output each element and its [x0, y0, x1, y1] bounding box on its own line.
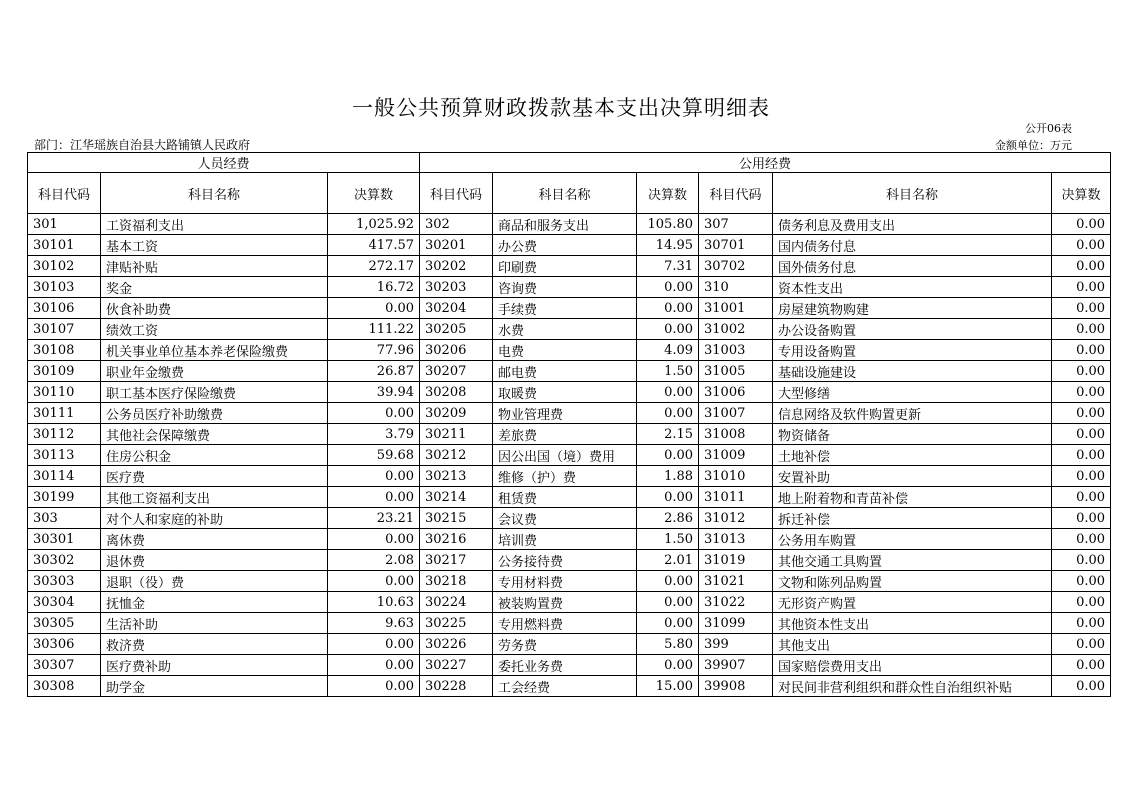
cell-code-1: 30306 [28, 634, 101, 655]
cell-name-3: 拆迁补偿 [773, 508, 1052, 529]
cell-amount-3: 0.00 [1052, 361, 1111, 382]
cell-code-2: 30206 [420, 340, 493, 361]
col-code-1: 科目代码 [28, 173, 101, 214]
cell-code-1: 30109 [28, 361, 101, 382]
cell-amount-2: 0.00 [637, 319, 699, 340]
cell-code-2: 30212 [420, 445, 493, 466]
cell-name-3: 国内债务付息 [773, 235, 1052, 256]
cell-code-1: 30112 [28, 424, 101, 445]
cell-code-2: 302 [420, 214, 493, 235]
cell-code-2: 30224 [420, 592, 493, 613]
cell-amount-3: 0.00 [1052, 466, 1111, 487]
cell-code-1: 30113 [28, 445, 101, 466]
cell-code-3: 31002 [699, 319, 773, 340]
table-row [28, 424, 1111, 445]
cell-code-2: 30202 [420, 256, 493, 277]
cell-name-1: 职业年金缴费 [101, 361, 328, 382]
cell-amount-3: 0.00 [1052, 256, 1111, 277]
cell-amount-1: 0.00 [328, 403, 420, 424]
cell-amount-2: 0.00 [637, 592, 699, 613]
cell-code-1: 30301 [28, 529, 101, 550]
cell-name-3: 其他支出 [773, 634, 1052, 655]
cell-name-1: 抚恤金 [101, 592, 328, 613]
cell-code-1: 30308 [28, 676, 101, 697]
cell-code-1: 30101 [28, 235, 101, 256]
cell-amount-3: 0.00 [1052, 298, 1111, 319]
table-row [28, 487, 1111, 508]
cell-name-3: 土地补偿 [773, 445, 1052, 466]
cell-amount-3: 0.00 [1052, 571, 1111, 592]
cell-code-3: 31006 [699, 382, 773, 403]
cell-code-1: 30307 [28, 655, 101, 676]
table-row [28, 550, 1111, 571]
cell-name-3: 信息网络及软件购置更新 [773, 403, 1052, 424]
cell-code-2: 30203 [420, 277, 493, 298]
cell-code-3: 307 [699, 214, 773, 235]
cell-code-2: 30214 [420, 487, 493, 508]
cell-name-2: 维修（护）费 [493, 466, 637, 487]
cell-name-2: 差旅费 [493, 424, 637, 445]
cell-name-2: 印刷费 [493, 256, 637, 277]
group-header-row [28, 153, 1111, 173]
cell-name-1: 医疗费 [101, 466, 328, 487]
cell-code-1: 30110 [28, 382, 101, 403]
cell-name-2: 委托业务费 [493, 655, 637, 676]
cell-code-2: 30211 [420, 424, 493, 445]
cell-name-1: 对个人和家庭的补助 [101, 508, 328, 529]
cell-name-1: 津贴补贴 [101, 256, 328, 277]
cell-name-1: 职工基本医疗保险缴费 [101, 382, 328, 403]
cell-name-2: 会议费 [493, 508, 637, 529]
table-row [28, 235, 1111, 256]
cell-amount-1: 0.00 [328, 466, 420, 487]
table-body [28, 214, 1111, 697]
cell-name-2: 邮电费 [493, 361, 637, 382]
cell-code-1: 30103 [28, 277, 101, 298]
table-row [28, 466, 1111, 487]
cell-name-1: 退职（役）费 [101, 571, 328, 592]
cell-amount-2: 0.00 [637, 571, 699, 592]
cell-code-1: 30114 [28, 466, 101, 487]
cell-amount-2: 14.95 [637, 235, 699, 256]
cell-code-3: 31005 [699, 361, 773, 382]
cell-code-3: 399 [699, 634, 773, 655]
cell-amount-1: 77.96 [328, 340, 420, 361]
cell-name-3: 办公设备购置 [773, 319, 1052, 340]
cell-name-2: 租赁费 [493, 487, 637, 508]
cell-name-2: 培训费 [493, 529, 637, 550]
cell-name-2: 办公费 [493, 235, 637, 256]
table-row [28, 277, 1111, 298]
cell-amount-3: 0.00 [1052, 634, 1111, 655]
department-label: 部门：江华瑶族自治县大路铺镇人民政府 [34, 138, 251, 152]
table-row [28, 529, 1111, 550]
table-row [28, 403, 1111, 424]
cell-name-3: 基础设施建设 [773, 361, 1052, 382]
cell-code-2: 30225 [420, 613, 493, 634]
cell-name-2: 取暖费 [493, 382, 637, 403]
cell-code-1: 30304 [28, 592, 101, 613]
cell-amount-1: 9.63 [328, 613, 420, 634]
cell-amount-3: 0.00 [1052, 487, 1111, 508]
col-code-2: 科目代码 [420, 173, 493, 214]
cell-amount-3: 0.00 [1052, 508, 1111, 529]
cell-name-1: 公务员医疗补助缴费 [101, 403, 328, 424]
cell-amount-1: 16.72 [328, 277, 420, 298]
cell-amount-2: 0.00 [637, 487, 699, 508]
group-public: 公用经费 [420, 153, 1111, 173]
cell-amount-3: 0.00 [1052, 655, 1111, 676]
cell-code-2: 30208 [420, 382, 493, 403]
cell-code-3: 30702 [699, 256, 773, 277]
cell-code-1: 30106 [28, 298, 101, 319]
cell-amount-3: 0.00 [1052, 445, 1111, 466]
cell-amount-2: 5.80 [637, 634, 699, 655]
cell-amount-1: 39.94 [328, 382, 420, 403]
cell-amount-2: 105.80 [637, 214, 699, 235]
cell-name-1: 其他社会保障缴费 [101, 424, 328, 445]
cell-code-2: 30209 [420, 403, 493, 424]
col-amount-2: 决算数 [637, 173, 699, 214]
cell-code-3: 31013 [699, 529, 773, 550]
col-name-2: 科目名称 [493, 173, 637, 214]
cell-code-1: 30305 [28, 613, 101, 634]
cell-amount-1: 0.00 [328, 676, 420, 697]
cell-amount-3: 0.00 [1052, 550, 1111, 571]
col-amount-3: 决算数 [1052, 173, 1111, 214]
cell-amount-3: 0.00 [1052, 277, 1111, 298]
cell-name-2: 专用燃料费 [493, 613, 637, 634]
cell-name-1: 奖金 [101, 277, 328, 298]
cell-name-2: 咨询费 [493, 277, 637, 298]
cell-amount-3: 0.00 [1052, 613, 1111, 634]
cell-amount-1: 0.00 [328, 634, 420, 655]
cell-amount-2: 0.00 [637, 655, 699, 676]
cell-code-3: 39907 [699, 655, 773, 676]
cell-amount-2: 0.00 [637, 613, 699, 634]
cell-name-1: 工资福利支出 [101, 214, 328, 235]
form-number: 公开06表 [1025, 122, 1072, 135]
amount-unit-label: 金额单位：万元 [995, 139, 1072, 152]
cell-amount-2: 0.00 [637, 403, 699, 424]
cell-name-2: 被装购置费 [493, 592, 637, 613]
cell-amount-1: 26.87 [328, 361, 420, 382]
cell-code-3: 31010 [699, 466, 773, 487]
cell-code-2: 30216 [420, 529, 493, 550]
table-row [28, 613, 1111, 634]
cell-amount-3: 0.00 [1052, 235, 1111, 256]
cell-code-2: 30218 [420, 571, 493, 592]
cell-name-3: 物资储备 [773, 424, 1052, 445]
cell-amount-1: 0.00 [328, 529, 420, 550]
cell-amount-3: 0.00 [1052, 676, 1111, 697]
cell-code-2: 30205 [420, 319, 493, 340]
cell-amount-2: 1.50 [637, 361, 699, 382]
cell-code-3: 31011 [699, 487, 773, 508]
cell-amount-1: 0.00 [328, 571, 420, 592]
cell-name-1: 基本工资 [101, 235, 328, 256]
cell-name-3: 专用设备购置 [773, 340, 1052, 361]
cell-name-3: 大型修缮 [773, 382, 1052, 403]
cell-amount-1: 0.00 [328, 655, 420, 676]
table-row [28, 361, 1111, 382]
cell-amount-2: 2.86 [637, 508, 699, 529]
cell-amount-2: 1.88 [637, 466, 699, 487]
table-row [28, 634, 1111, 655]
cell-name-1: 伙食补助费 [101, 298, 328, 319]
cell-code-2: 30226 [420, 634, 493, 655]
cell-name-2: 专用材料费 [493, 571, 637, 592]
table-row [28, 214, 1111, 235]
cell-code-1: 303 [28, 508, 101, 529]
col-code-3: 科目代码 [699, 173, 773, 214]
group-personnel: 人员经费 [28, 153, 420, 173]
cell-name-2: 劳务费 [493, 634, 637, 655]
cell-name-1: 医疗费补助 [101, 655, 328, 676]
cell-code-3: 31001 [699, 298, 773, 319]
table-row [28, 676, 1111, 697]
cell-name-1: 住房公积金 [101, 445, 328, 466]
page-title: 一般公共预算财政拨款基本支出决算明细表 [352, 96, 770, 120]
cell-code-2: 30215 [420, 508, 493, 529]
cell-code-1: 30302 [28, 550, 101, 571]
cell-name-3: 文物和陈列品购置 [773, 571, 1052, 592]
table-row [28, 592, 1111, 613]
cell-code-3: 310 [699, 277, 773, 298]
cell-code-3: 31003 [699, 340, 773, 361]
cell-name-2: 物业管理费 [493, 403, 637, 424]
table-row [28, 256, 1111, 277]
cell-name-1: 助学金 [101, 676, 328, 697]
cell-amount-2: 2.01 [637, 550, 699, 571]
cell-amount-1: 2.08 [328, 550, 420, 571]
col-amount-1: 决算数 [328, 173, 420, 214]
cell-code-2: 30228 [420, 676, 493, 697]
cell-code-1: 30303 [28, 571, 101, 592]
cell-amount-2: 7.31 [637, 256, 699, 277]
table-row [28, 319, 1111, 340]
table-row [28, 571, 1111, 592]
cell-amount-2: 15.00 [637, 676, 699, 697]
cell-code-1: 30111 [28, 403, 101, 424]
cell-amount-2: 0.00 [637, 277, 699, 298]
cell-amount-3: 0.00 [1052, 529, 1111, 550]
cell-code-1: 30199 [28, 487, 101, 508]
cell-amount-2: 1.50 [637, 529, 699, 550]
table-row [28, 508, 1111, 529]
cell-name-2: 因公出国（境）费用 [493, 445, 637, 466]
cell-code-3: 30701 [699, 235, 773, 256]
cell-name-1: 退休费 [101, 550, 328, 571]
cell-name-2: 商品和服务支出 [493, 214, 637, 235]
cell-code-1: 30107 [28, 319, 101, 340]
table-row [28, 382, 1111, 403]
cell-name-3: 其他交通工具购置 [773, 550, 1052, 571]
cell-amount-1: 417.57 [328, 235, 420, 256]
cell-name-3: 资本性支出 [773, 277, 1052, 298]
cell-name-1: 救济费 [101, 634, 328, 655]
table-row [28, 655, 1111, 676]
col-name-3: 科目名称 [773, 173, 1052, 214]
col-name-1: 科目名称 [101, 173, 328, 214]
cell-amount-2: 4.09 [637, 340, 699, 361]
cell-name-3: 国家赔偿费用支出 [773, 655, 1052, 676]
cell-amount-1: 3.79 [328, 424, 420, 445]
cell-amount-3: 0.00 [1052, 319, 1111, 340]
cell-name-1: 其他工资福利支出 [101, 487, 328, 508]
cell-code-3: 31007 [699, 403, 773, 424]
cell-name-1: 机关事业单位基本养老保险缴费 [101, 340, 328, 361]
cell-code-3: 31019 [699, 550, 773, 571]
cell-amount-3: 0.00 [1052, 382, 1111, 403]
cell-amount-3: 0.00 [1052, 592, 1111, 613]
cell-name-2: 水费 [493, 319, 637, 340]
cell-amount-1: 272.17 [328, 256, 420, 277]
cell-code-2: 30213 [420, 466, 493, 487]
cell-name-3: 房屋建筑物购建 [773, 298, 1052, 319]
cell-code-1: 30108 [28, 340, 101, 361]
cell-name-1: 绩效工资 [101, 319, 328, 340]
table-row [28, 445, 1111, 466]
table-row [28, 340, 1111, 361]
cell-name-2: 手续费 [493, 298, 637, 319]
cell-code-3: 31021 [699, 571, 773, 592]
cell-amount-1: 59.68 [328, 445, 420, 466]
cell-amount-1: 0.00 [328, 298, 420, 319]
cell-amount-2: 2.15 [637, 424, 699, 445]
cell-amount-1: 23.21 [328, 508, 420, 529]
cell-name-2: 公务接待费 [493, 550, 637, 571]
cell-amount-3: 0.00 [1052, 340, 1111, 361]
cell-amount-2: 0.00 [637, 382, 699, 403]
cell-name-3: 债务利息及费用支出 [773, 214, 1052, 235]
cell-name-1: 生活补助 [101, 613, 328, 634]
cell-name-3: 国外债务付息 [773, 256, 1052, 277]
cell-name-2: 电费 [493, 340, 637, 361]
cell-amount-2: 0.00 [637, 298, 699, 319]
cell-name-1: 离休费 [101, 529, 328, 550]
cell-name-3: 安置补助 [773, 466, 1052, 487]
cell-code-2: 30217 [420, 550, 493, 571]
cell-code-3: 31009 [699, 445, 773, 466]
cell-code-3: 39908 [699, 676, 773, 697]
cell-amount-3: 0.00 [1052, 214, 1111, 235]
cell-code-1: 30102 [28, 256, 101, 277]
cell-amount-2: 0.00 [637, 445, 699, 466]
cell-amount-1: 0.00 [328, 487, 420, 508]
cell-amount-3: 0.00 [1052, 403, 1111, 424]
cell-name-3: 公务用车购置 [773, 529, 1052, 550]
cell-code-3: 31012 [699, 508, 773, 529]
cell-code-3: 31099 [699, 613, 773, 634]
cell-amount-1: 1,025.92 [328, 214, 420, 235]
cell-name-2: 工会经费 [493, 676, 637, 697]
expenditure-table [27, 152, 1111, 697]
cell-code-3: 31022 [699, 592, 773, 613]
cell-name-3: 地上附着物和青苗补偿 [773, 487, 1052, 508]
cell-code-2: 30227 [420, 655, 493, 676]
cell-amount-1: 111.22 [328, 319, 420, 340]
cell-code-3: 31008 [699, 424, 773, 445]
cell-amount-3: 0.00 [1052, 424, 1111, 445]
cell-name-3: 无形资产购置 [773, 592, 1052, 613]
cell-name-3: 其他资本性支出 [773, 613, 1052, 634]
cell-name-3: 对民间非营利组织和群众性自治组织补贴 [773, 676, 1052, 697]
cell-code-2: 30204 [420, 298, 493, 319]
cell-code-1: 301 [28, 214, 101, 235]
cell-amount-1: 10.63 [328, 592, 420, 613]
cell-code-2: 30207 [420, 361, 493, 382]
table-row [28, 298, 1111, 319]
column-header-row [28, 173, 1111, 214]
cell-code-2: 30201 [420, 235, 493, 256]
